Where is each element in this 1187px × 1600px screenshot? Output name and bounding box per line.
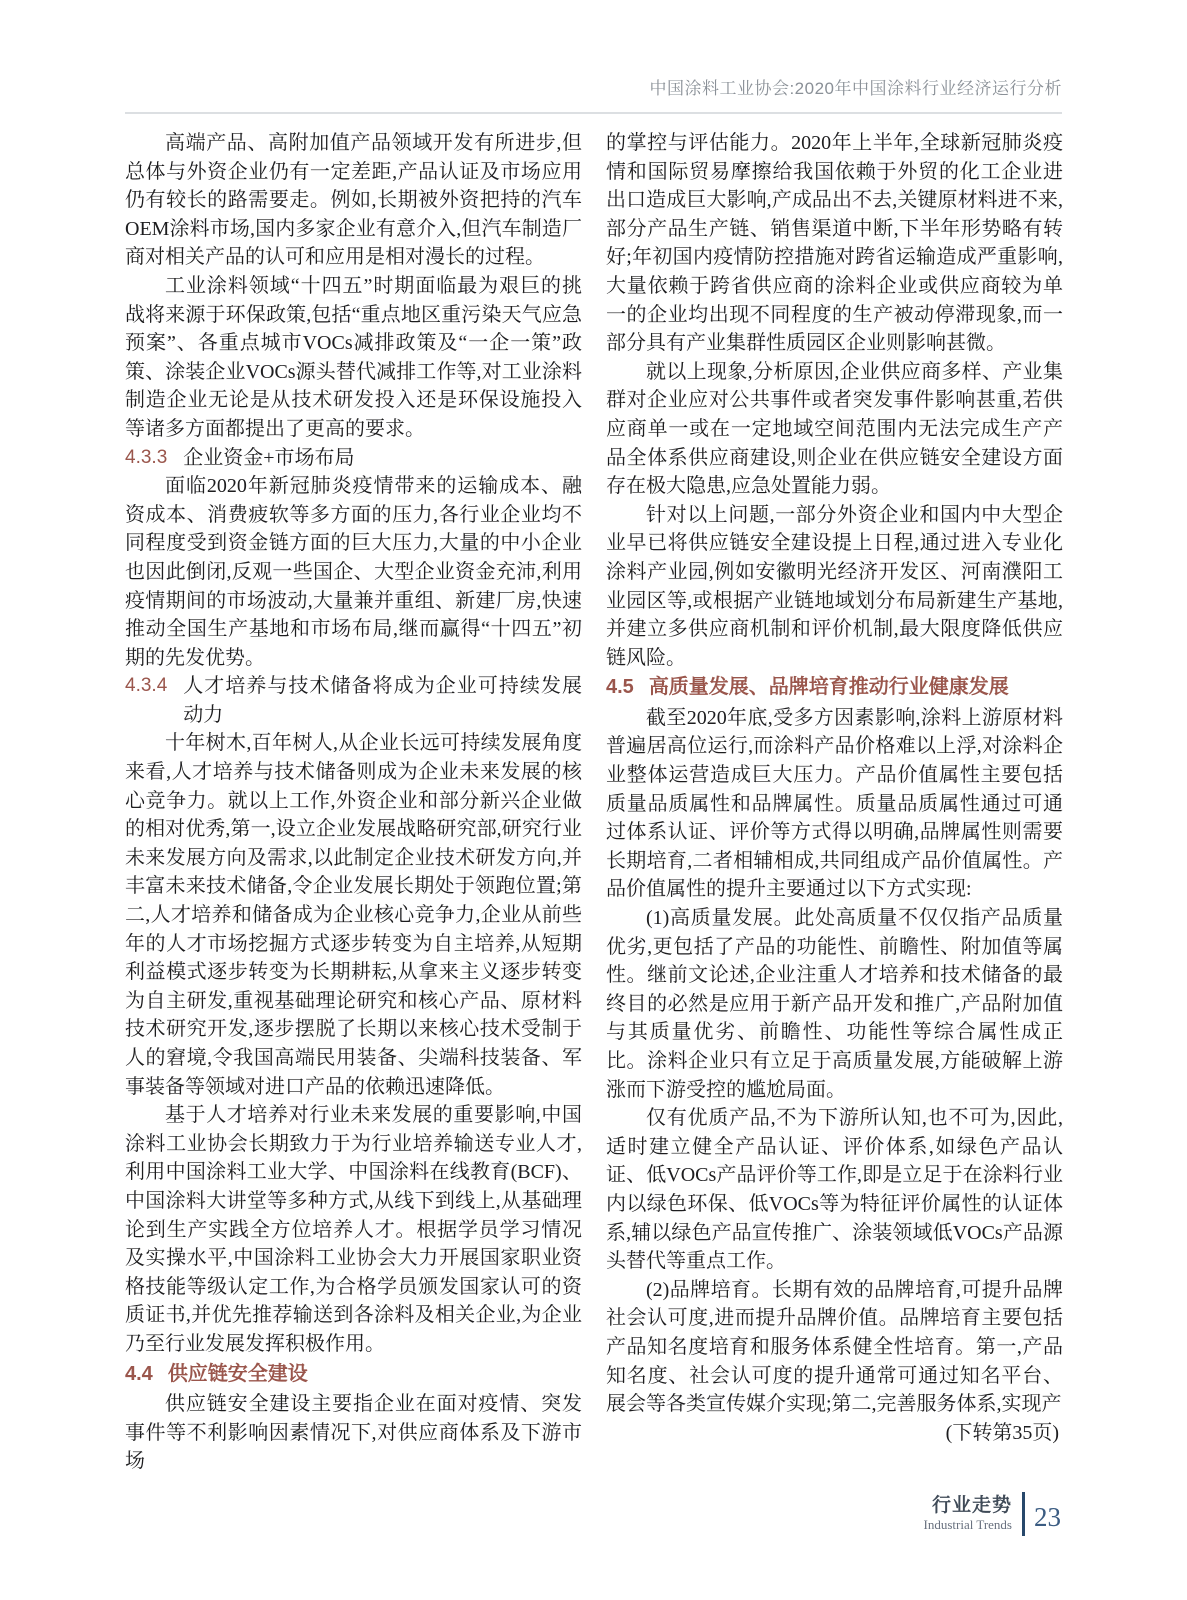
continuation-note: (下转第35页)	[945, 1421, 1059, 1444]
section-number: 4.3.3	[125, 446, 168, 468]
section-number: 4.3.4	[125, 675, 168, 697]
paragraph-continuation: 的掌控与评估能力。2020年上半年,全球新冠肺炎疫情和国际贸易摩擦给我国依赖于外贸的化工企业进出口造成巨大影响,产成品出不去,关键原材料进不来,部分产品生产链、销售渠道中断,下半年形势略有转好;年初国内疫情防控措施对跨省运输造成严重影响,大量依赖于跨省供应商的涂料企业或供应商较为单一的企业均出现不同程度的生产被动停滞现象,而一部分具有产业集群性质园区企业则影响甚微。	[606, 132, 1063, 355]
paragraph: 十年树木,百年树人,从企业长远可持续发展角度来看,人才培养与技术储备则成为企业未来发展的核心竞争力。就以上工作,外资企业和部分新兴企业做的相对优秀,第一,设立企业发展战略研究部,研究行业未来发展方向及需求,以此制定企业技术研发方向,并丰富未来技术储备,令企业发展长期处于领跑位置;第二,人才培养和储备成为企业核心竞争力,企业从前些年的人才市场挖掘方式逐步转变为自主培养,从短期利益模式逐步转变为长期耕耘,从拿来主义逐步转变为自主研发,重视基础理论研究和核心产品、原材料技术研究开发,逐步摆脱了长期以来核心技术受制于人的窘境,令我国高端民用装备、尖端科技装备、军事装备等领域对进口产品的依赖迅速降低。	[125, 732, 582, 1098]
section-title: 人才培养与技术储备将成为企业可持续发展动力	[183, 675, 582, 726]
paragraph: 面临2020年新冠肺炎疫情带来的运输成本、融资成本、消费疲软等多方面的压力,各行业企业均不同程度受到资金链方面的巨大压力,大量的中小企业也因此倒闭,反观一些国企、大型企业资金充沛,利用疫情期间的市场波动,大量兼并重组、新建厂房,快速推动全国生产基地和市场布局,继而赢得“十四五”初期的先发优势。	[125, 475, 582, 669]
paragraph: 截至2020年底,受多方因素影响,涂料上游原材料普遍居高位运行,而涂料产品价格难以上浮,对涂料企业整体运营造成巨大压力。产品价值属性主要包括质量品质属性和品牌属性。质量品质属性通过可通过体系认证、评价等方式得以明确,品牌属性则需要长期培育,二者相辅相成,共同组成产品价值属性。产品价值属性的提升主要通过以下方式实现:	[606, 706, 1063, 901]
paragraph: 针对以上问题,一部分外资企业和国内中大型企业早已将供应链安全建设提上日程,通过进入专业化涂料产业园,例如安徽明光经济开发区、河南濮阳工业园区等,或根据产业链地域划分布局新建生产基地,并建立多供应商机制和评价机制,最大限度降低供应链风险。	[606, 503, 1063, 669]
section-heading-4-3-3	[125, 444, 582, 473]
paragraph: (2)品牌培育。长期有效的品牌培育,可提升品牌社会认可度,进而提升品牌价值。品牌培育主要包括产品知名度培育和服务体系健全性培育。第一,产品知名度、社会认可度的提升通常可通过知名平台、展会等各类宣传媒介实现;第二,完善服务体系,实现产	[606, 1278, 1063, 1416]
paragraph: 供应链安全建设主要指企业在面对疫情、突发事件等不利影响因素情况下,对供应商体系及下游市场	[125, 1393, 582, 1473]
paragraph: (1)高质量发展。此处高质量不仅仅指产品质量优劣,更包括了产品的功能性、前瞻性、附加值等属性。继前文论述,企业注重人才培养和技术储备的最终目的必然是应用于新产品开发和推广,产品附加值与其质量优劣、前瞻性、功能性等综合属性成正比。涂料企业只有立足于高质量发展,方能破解上游涨而下游受控的尴尬局面。	[606, 907, 1063, 1101]
section-title: 供应链安全建设	[167, 1362, 308, 1385]
section-number: 4.4	[125, 1362, 153, 1385]
page	[125, 0, 1062, 1476]
section-heading-4-3-4	[125, 672, 582, 729]
paragraph: 就以上现象,分析原因,企业供应商多样、产业集群对企业应对公共事件或者突发事件影响甚重,若供应商单一或在一定地域空间范围内无法完成生产产品全体系供应商建设,则企业在供应链安全建设方面存在极大隐患,应急处置能力弱。	[606, 360, 1063, 498]
footer-section-label	[924, 1495, 1022, 1533]
two-column-body	[125, 129, 1062, 1476]
section-title: 高质量发展、品牌培育推动行业健康发展	[648, 676, 1009, 699]
paragraph: 基于人才培养对行业未来发展的重要影响,中国涂料工业协会长期致力于为行业培养输送专业人才,利用中国涂料工业大学、中国涂料在线教育(BCF)、中国涂料大讲堂等多种方式,从线下到线上,从基础理论到生产实践全方位培养人才。根据学员学习情况及实操水平,中国涂料工业协会大力开展国家职业资格技能等级认定工作,为合格学员颁发国家认可的资质证书,并优先推荐输送到各涂料及相关企业,为企业乃至行业发展发挥积极作用。	[125, 1104, 582, 1355]
right-column	[606, 129, 1063, 1476]
section-heading-4-4	[125, 1360, 582, 1389]
paragraph: 工业涂料领域“十四五”时期面临最为艰巨的挑战将来源于环保政策,包括“重点地区重污染天气应急预案”、各重点城市VOCs减排政策及“一企一策”政策、涂装企业VOCs源头替代减排工作等,对工业涂料制造企业无论是从技术研发投入还是环保设施投入等诸多方面都提出了更高的要求。	[125, 274, 582, 440]
section-number: 4.5	[606, 676, 634, 699]
footer-section-zh: 行业走势	[931, 1495, 1012, 1516]
page-number: 23	[1034, 1501, 1061, 1532]
page-footer	[924, 1492, 1061, 1536]
left-column	[125, 129, 582, 1476]
running-head-title: 中国涂料工业协会:2020年中国涂料行业经济运行分析	[125, 0, 1062, 114]
section-heading-4-5	[606, 673, 1063, 702]
footer-section-en: Industrial Trends	[923, 1517, 1012, 1532]
paragraph: 高端产品、高附加值产品领域开发有所进步,但总体与外资企业仍有一定差距,产品认证及市场应用仍有较长的路需要走。例如,长期被外资把持的汽车OEM涂料市场,国内多家企业有意介入,但汽车制造厂商对相关产品的认可和应用是相对漫长的过程。	[125, 132, 582, 269]
section-title: 企业资金+市场布局	[183, 446, 355, 469]
paragraph: 仅有优质产品,不为下游所认知,也不可为,因此,适时建立健全产品认证、评价体系,如绿色产品认证、低VOCs产品评价等工作,即是立足于在涂料行业内以绿色环保、低VOCs等为特征评价属性的认证体系,辅以绿色产品宣传推广、涂装领域低VOCs产品源头替代等重点工作。	[606, 1107, 1063, 1273]
